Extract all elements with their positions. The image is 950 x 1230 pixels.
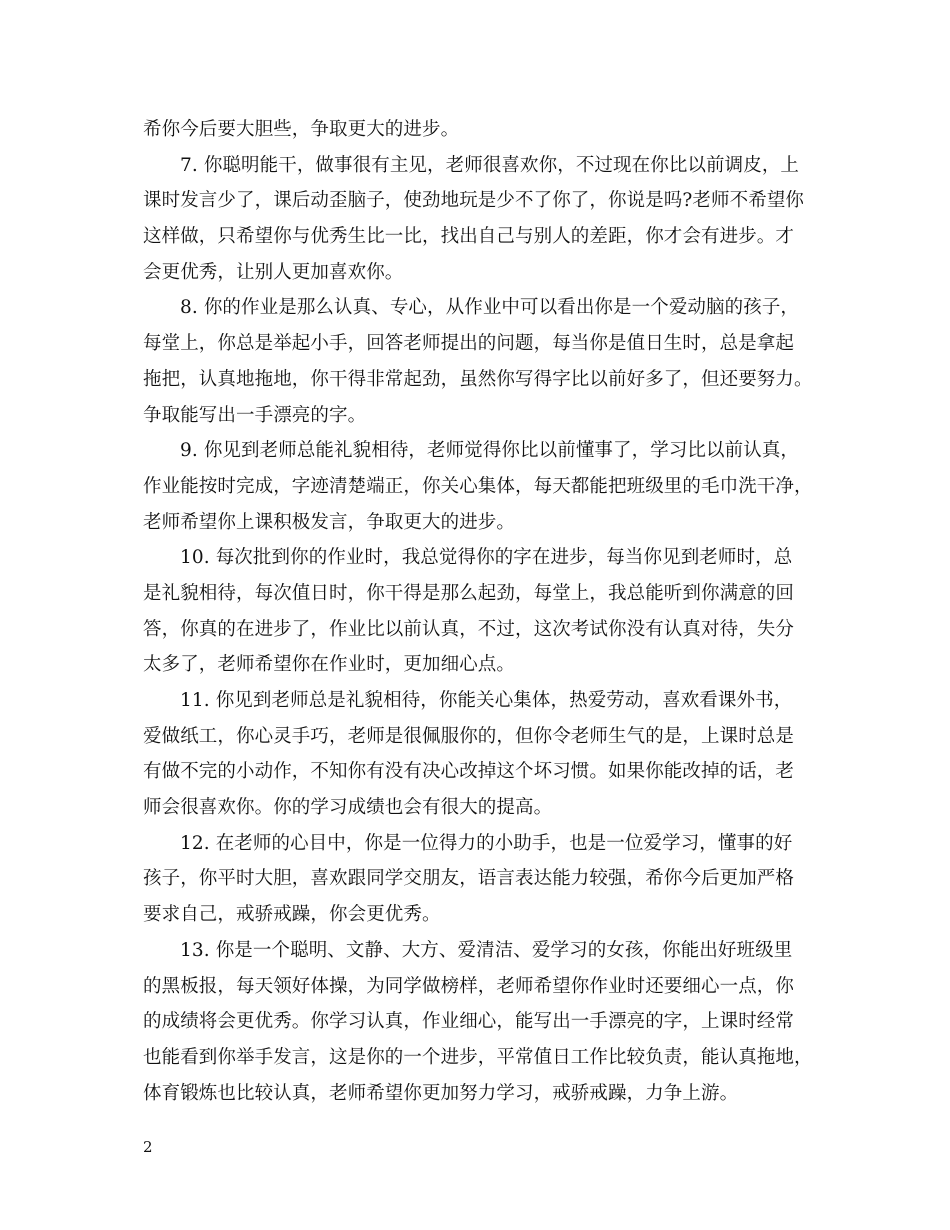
text-line: 有做不完的小动作，不知你有没有决心改掉这个坏习惯。如果你能改掉的话，老 xyxy=(143,761,795,783)
text-line: 老师希望你上课积极发言，争取更大的进步。 xyxy=(143,511,516,533)
text-line: 体育锻炼也比较认真，老师希望你更加努力学习，戒骄戒躁，力争上游。 xyxy=(143,1082,739,1104)
text-line: 太多了，老师希望你在作业时，更加细心点。 xyxy=(143,654,516,676)
text-line: 是礼貌相待，每次值日时，你干得是那么起劲，每堂上，我总能听到你满意的回 xyxy=(143,582,795,604)
paragraph xyxy=(143,290,811,433)
paragraph xyxy=(143,933,811,1111)
text-line: 7. 你聪明能干，做事很有主见，老师很喜欢你，不过现在你比以前调皮，上 xyxy=(180,154,800,176)
paragraph xyxy=(143,540,811,683)
text-line: 8. 你的作业是那么认真、专心，从作业中可以看出你是一个爱动脑的孩子， xyxy=(180,297,800,319)
paragraph xyxy=(143,683,811,826)
text-line: 也能看到你举手发言，这是你的一个进步，平常值日工作比较负责，能认真拖地， xyxy=(143,1046,813,1068)
paragraph xyxy=(143,433,811,540)
text-line: 10. 每次批到你的作业时，我总觉得你的字在进步，每当你见到老师时，总 xyxy=(180,547,793,569)
text-line: 答，你真的在进步了，作业比以前认真，不过，这次考试你没有认真对待，失分 xyxy=(143,618,795,640)
text-line: 课时发言少了，课后动歪脑子，使劲地玩是少不了你了，你说是吗?老师不希望你 xyxy=(143,190,805,212)
text-line: 要求自己，戒骄戒躁，你会更优秀。 xyxy=(143,904,441,926)
text-line: 爱做纸工，你心灵手巧，老师是很佩服你的，但你令老师生气的是，上课时总是 xyxy=(143,725,795,747)
text-line: 13. 你是一个聪明、文静、大方、爱清洁、爱学习的女孩，你能出好班级里 xyxy=(180,939,793,961)
document-body xyxy=(143,112,811,1111)
text-line: 的成绩将会更优秀。你学习认真，作业细心，能写出一手漂亮的字，上课时经常 xyxy=(143,1011,795,1033)
text-line: 拖把，认真地拖地，你干得非常起劲，虽然你写得字比以前好多了，但还要努力。 xyxy=(143,368,813,390)
text-line: 孩子，你平时大胆，喜欢跟同学交朋友，语言表达能力较强，希你今后更加严格 xyxy=(143,868,795,890)
text-line: 这样做，只希望你与优秀生比一比，找出自己与别人的差距，你才会有进步。才 xyxy=(143,226,795,248)
page-number: 2 xyxy=(143,1138,153,1156)
text-line: 争取能写出一手漂亮的字。 xyxy=(143,404,367,426)
paragraph xyxy=(143,826,811,933)
text-line: 希你今后要大胆些，争取更大的进步。 xyxy=(143,119,460,140)
text-line: 11. 你见到老师总是礼貌相待，你能关心集体，热爱劳动，喜欢看课外书， xyxy=(180,690,793,711)
text-line: 9. 你见到老师总能礼貌相待，老师觉得你比以前懂事了，学习比以前认真， xyxy=(180,440,800,462)
text-line: 作业能按时完成，字迹清楚端正，你关心集体，每天都能把班级里的毛巾洗干净， xyxy=(143,475,813,497)
paragraph xyxy=(143,112,811,148)
paragraph xyxy=(143,148,811,291)
text-line: 师会很喜欢你。你的学习成绩也会有很大的提高。 xyxy=(143,797,553,819)
text-line: 会更优秀，让别人更加喜欢你。 xyxy=(143,261,404,283)
text-line: 的黑板报，每天领好体操，为同学做榜样，老师希望你作业时还要细心一点，你 xyxy=(143,975,795,997)
text-line: 每堂上，你总是举起小手，回答老师提出的问题，每当你是值日生时，总是拿起 xyxy=(143,333,795,355)
text-line: 12. 在老师的心目中，你是一位得力的小助手，也是一位爱学习，懂事的好 xyxy=(180,832,793,854)
